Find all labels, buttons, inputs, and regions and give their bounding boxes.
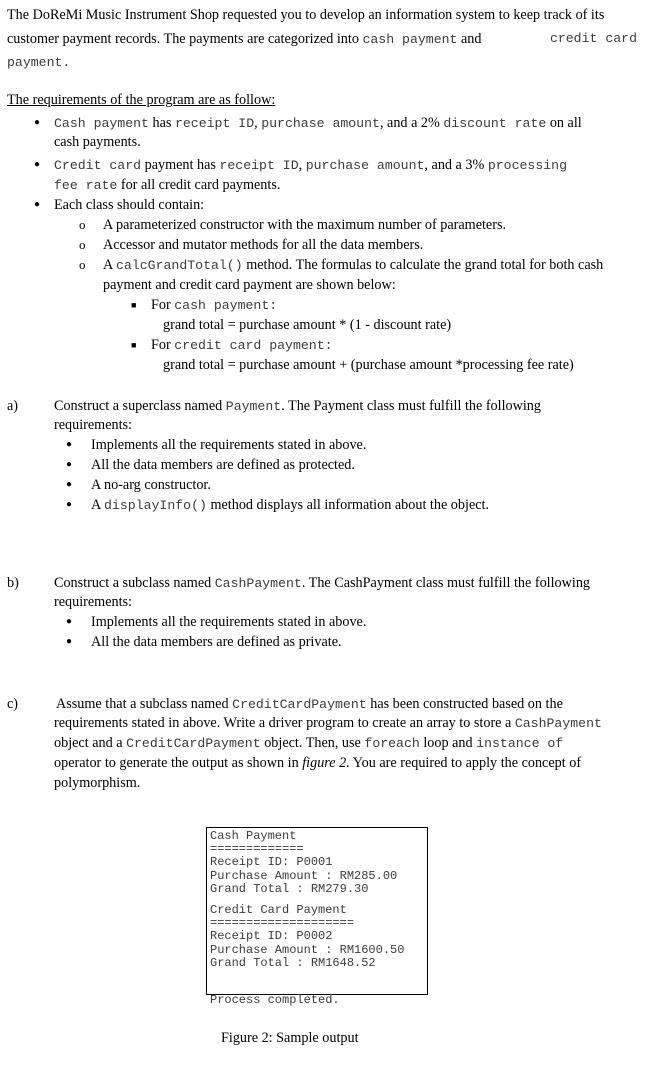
question-b-item: All the data members are defined as private. xyxy=(91,634,342,650)
question-a-line2: requirements: xyxy=(54,417,133,433)
intro-text: customer payment records. The payments are categorized into xyxy=(7,31,363,47)
code-cash-payment: cash payment xyxy=(362,32,458,47)
code-text: cash payment: xyxy=(174,298,278,313)
question-c-label: c) xyxy=(7,696,19,712)
req-text: , and a 3% xyxy=(424,157,488,173)
requirement-credit xyxy=(54,156,567,175)
qa-text: Construct a superclass named xyxy=(54,398,226,414)
output-line: ============= xyxy=(210,842,304,857)
formula-credit: grand total = purchase amount + (purchase amount *processing fee rate) xyxy=(163,357,574,373)
circle-bullet-icon: o xyxy=(79,217,86,232)
bullet-icon: ● xyxy=(34,199,41,210)
code-text: purchase amount xyxy=(305,158,425,173)
formula-cash-label xyxy=(151,296,277,315)
qa-text: . The Payment class must fulfill the following xyxy=(281,398,541,414)
qb-text: Construct a subclass named xyxy=(54,575,215,591)
intro-line-2 xyxy=(7,30,637,49)
bullet-icon: ● xyxy=(66,499,73,510)
sub-requirement-accessors: Accessor and mutator methods for all the data members. xyxy=(103,237,424,253)
requirement-credit-line2 xyxy=(54,176,280,195)
bullet-icon: ● xyxy=(66,616,73,627)
qa-text: A xyxy=(91,497,105,513)
code-text: processing xyxy=(487,158,567,173)
req-text: payment has xyxy=(141,157,220,173)
code-text: purchase amount xyxy=(261,116,380,131)
question-b-line1 xyxy=(54,574,590,593)
square-bullet-icon: ■ xyxy=(131,300,137,310)
code-text: receipt ID xyxy=(219,158,299,173)
question-b-line2: requirements: xyxy=(54,594,133,610)
formula-cash: grand total = purchase amount * (1 - discount rate) xyxy=(163,317,452,333)
circle-bullet-icon: o xyxy=(79,257,86,272)
code-text: foreach xyxy=(364,736,420,751)
code-text: CashPayment xyxy=(214,576,302,591)
figure-caption: Figure 2: Sample output xyxy=(221,1030,359,1046)
intro-line-1 xyxy=(7,6,604,24)
question-b-label: b) xyxy=(7,575,19,591)
sample-output-box xyxy=(206,827,428,1008)
output-line: ==================== xyxy=(210,916,355,931)
code-text: CashPayment xyxy=(514,716,602,731)
sub-requirement-calc xyxy=(103,256,603,275)
requirements-heading: The requirements of the program are as follow: xyxy=(7,92,276,108)
intro-text: The DoReMi Music Instrument Shop requested you to develop an information system to keep track of its xyxy=(7,7,605,23)
output-line: Receipt ID: P0002 xyxy=(210,929,333,944)
qc-text: object and a xyxy=(54,735,127,751)
req-text: , xyxy=(298,157,306,173)
qb-text: . The CashPayment class must fulfill the following xyxy=(301,575,591,591)
question-a-label: a) xyxy=(7,398,19,414)
output-line: Cash Payment xyxy=(210,829,297,843)
bullet-icon: ● xyxy=(34,159,41,170)
code-text: receipt ID xyxy=(174,116,255,131)
code-text: displayInfo() xyxy=(104,498,207,513)
code-credit-card: credit card xyxy=(549,31,637,46)
square-bullet-icon: ■ xyxy=(131,340,137,350)
qc-text: You are required to apply the concept of xyxy=(349,755,582,771)
code-text: Credit card xyxy=(54,158,142,173)
req-text: For xyxy=(151,297,175,313)
code-text: CreditCardPayment xyxy=(232,697,367,712)
req-text: A xyxy=(103,257,117,273)
req-text: For xyxy=(151,337,175,353)
requirement-each-class: Each class should contain: xyxy=(54,197,205,213)
output-spacer xyxy=(210,970,425,994)
bullet-icon: ● xyxy=(34,117,41,128)
qc-text: operator to generate the output as shown in xyxy=(54,755,303,771)
circle-bullet-icon: o xyxy=(79,237,86,252)
figure-reference: figure 2. xyxy=(302,755,350,771)
bullet-icon: ● xyxy=(66,459,73,470)
code-text: instance of xyxy=(476,736,564,751)
question-a-item: All the data members are defined as protected. xyxy=(91,457,355,473)
question-c-line4 xyxy=(54,754,581,772)
question-a-item: A no-arg constructor. xyxy=(91,477,211,493)
code-payment: payment. xyxy=(7,55,71,70)
output-line: Receipt ID: P0001 xyxy=(210,855,333,870)
question-a-item: Implements all the requirements stated in above. xyxy=(91,437,367,453)
code-text: fee rate xyxy=(54,178,118,193)
code-text: calcGrandTotal() xyxy=(116,258,243,273)
sub-requirement-constructor: A parameterized constructor with the maximum number of parameters. xyxy=(103,217,507,233)
output-line: Process completed. xyxy=(210,993,340,1008)
output-line: Credit Card Payment xyxy=(210,903,347,918)
question-b-item: Implements all the requirements stated in above. xyxy=(91,614,367,630)
req-text: for all credit card payments. xyxy=(117,177,281,193)
req-text: , and a 2% xyxy=(379,115,444,131)
code-text: credit card payment: xyxy=(174,338,333,353)
qc-text: has been constructed based on the xyxy=(366,696,563,712)
bullet-icon: ● xyxy=(66,479,73,490)
code-text: Cash payment xyxy=(54,116,149,131)
req-text: , xyxy=(254,115,262,131)
formula-credit-label xyxy=(151,336,333,355)
req-text: method. The formulas to calculate the grand total for both cash xyxy=(242,257,604,273)
question-c-line1 xyxy=(56,695,563,714)
qc-text: requirements stated in above. Write a driver program to create an array to store a xyxy=(54,715,515,731)
question-a-item xyxy=(91,496,489,515)
bullet-icon: ● xyxy=(66,636,73,647)
question-a-line1 xyxy=(54,397,634,416)
req-text: on all xyxy=(546,115,582,131)
req-text: has xyxy=(148,115,175,131)
output-line: Grand Total : RM1648.52 xyxy=(210,955,376,970)
question-c-line2 xyxy=(54,714,602,733)
sub-requirement-calc-line2: payment and credit card payment are shown below: xyxy=(103,277,396,293)
qc-text: object. Then, use xyxy=(260,735,365,751)
intro-text: and xyxy=(457,31,482,47)
output-line: Purchase Amount : RM285.00 xyxy=(210,868,398,883)
output-line: Grand Total : RM279.30 xyxy=(210,881,369,896)
qa-text: method displays all information about the object. xyxy=(206,497,490,513)
code-text: Payment xyxy=(225,399,282,414)
qc-text: loop and xyxy=(419,735,477,751)
question-c-line3 xyxy=(54,734,563,753)
requirement-cash xyxy=(54,114,582,133)
code-text: CreditCardPayment xyxy=(126,736,261,751)
bullet-icon: ● xyxy=(66,439,73,450)
code-text: discount rate xyxy=(443,116,547,131)
qc-text: Assume that a subclass named xyxy=(56,696,233,712)
output-line: Purchase Amount : RM1600.50 xyxy=(210,942,405,957)
question-c-line5: polymorphism. xyxy=(54,775,141,791)
requirement-cash-line2: cash payments. xyxy=(54,134,141,150)
